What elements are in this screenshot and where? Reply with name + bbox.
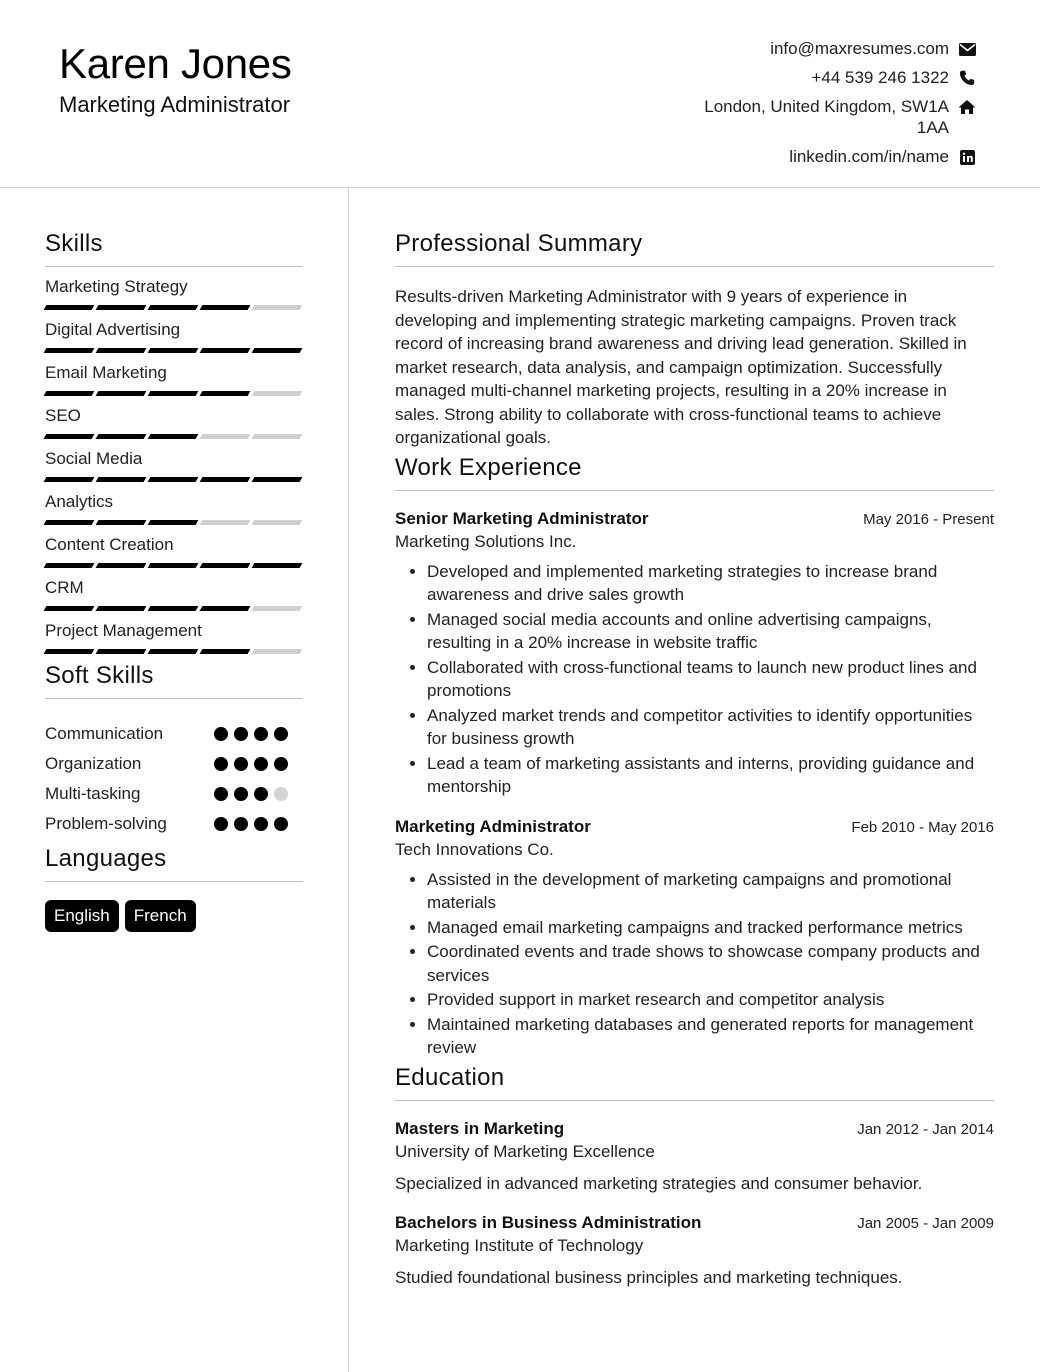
soft-skill-item (45, 719, 303, 749)
rating-dot (254, 757, 268, 771)
education-dates: Jan 2005 - Jan 2009 (857, 1214, 994, 1232)
skill-level-segment (44, 649, 95, 654)
job-entry (395, 509, 994, 799)
rating-dot (254, 817, 268, 831)
skill-level-segment (148, 606, 199, 611)
contact-email[interactable] (556, 38, 976, 59)
responsibility-item: • Collaborated with cross-functional teams to launch new product lines and promotions (427, 656, 994, 703)
responsibility-item: • Developed and implemented marketing strategies to increase brand awareness and drive sales growth (427, 560, 994, 607)
responsibility-item: • Managed social media accounts and online advertising campaigns, resulting in a 20% increase in website traffic (427, 608, 994, 655)
skill-level-segment (200, 348, 251, 353)
skill-level-bar (45, 477, 303, 482)
skill-level-segment (200, 606, 251, 611)
skill-item (45, 406, 303, 439)
skill-level-segment (252, 606, 303, 611)
skill-level-segment (148, 391, 199, 396)
skill-level-segment (44, 520, 95, 525)
skill-item (45, 449, 303, 482)
skill-level-segment (96, 391, 147, 396)
main-content (395, 230, 994, 1289)
soft-skills-heading: Soft Skills (45, 662, 303, 699)
job-dates: May 2016 - Present (863, 510, 994, 528)
skill-level-segment (252, 649, 303, 654)
education-description: Specialized in advanced marketing strategies and consumer behavior. (395, 1173, 923, 1193)
languages-list (45, 900, 303, 932)
rating-dot (234, 817, 248, 831)
skill-level-segment (252, 305, 303, 310)
responsibility-item: • Assisted in the development of marketing campaigns and promotional materials (427, 868, 994, 915)
skill-level-bar (45, 305, 303, 310)
skill-item (45, 535, 303, 568)
soft-skill-item (45, 779, 303, 809)
soft-skill-name: Organization (45, 754, 142, 773)
skill-name: Marketing Strategy (45, 277, 188, 296)
skill-level-segment (200, 520, 251, 525)
job-title: Senior Marketing Administrator (395, 508, 649, 528)
soft-skill-rating (214, 727, 288, 741)
rating-dot (214, 757, 228, 771)
skill-level-bar (45, 434, 303, 439)
skill-level-segment (44, 477, 95, 482)
job-company: Marketing Solutions Inc. (395, 531, 577, 551)
skill-level-segment (148, 434, 199, 439)
skill-level-segment (252, 391, 303, 396)
education-entry (395, 1119, 994, 1195)
education-heading: Education (395, 1064, 994, 1101)
linkedin-icon (958, 148, 976, 166)
sidebar (45, 230, 303, 932)
skill-level-bar (45, 391, 303, 396)
job-dates: Feb 2010 - May 2016 (851, 818, 994, 836)
skill-level-segment (148, 520, 199, 525)
contact-linkedin[interactable] (556, 146, 976, 167)
education-description: Studied foundational business principles and marketing techniques. (395, 1267, 903, 1287)
skills-heading: Skills (45, 230, 303, 267)
skill-name: Email Marketing (45, 363, 167, 382)
soft-skills-list (45, 719, 303, 839)
responsibility-item: • Analyzed market trends and competitor activities to identify opportunities for business growth (427, 704, 994, 751)
rating-dot (214, 727, 228, 741)
skill-level-segment (44, 391, 95, 396)
skill-item (45, 492, 303, 525)
skill-level-segment (200, 434, 251, 439)
skill-name: Content Creation (45, 535, 174, 554)
job-responsibilities (395, 868, 994, 1060)
rating-dot (274, 817, 288, 831)
rating-dot (254, 727, 268, 741)
skill-name: Digital Advertising (45, 320, 181, 339)
experience-heading: Work Experience (395, 454, 994, 491)
skill-level-segment (200, 563, 251, 568)
job-header (395, 509, 994, 529)
soft-skill-rating (214, 757, 288, 771)
skill-level-segment (96, 477, 147, 482)
education-degree: Bachelors in Business Administration (395, 1212, 702, 1232)
skill-item (45, 621, 303, 654)
skill-level-bar (45, 520, 303, 525)
skill-name: CRM (45, 578, 84, 597)
soft-skill-name: Multi-tasking (45, 784, 141, 803)
skill-level-segment (148, 305, 199, 310)
skill-name: Social Media (45, 449, 143, 468)
skill-level-segment (200, 305, 251, 310)
skill-level-segment (44, 305, 95, 310)
column-divider (348, 188, 349, 1372)
skill-item (45, 320, 303, 353)
skill-level-bar (45, 606, 303, 611)
skill-level-segment (148, 563, 199, 568)
language-badge: French (125, 900, 196, 932)
skills-list (45, 277, 303, 654)
contact-phone-text: +44 539 246 1322 (811, 68, 949, 87)
skill-level-segment (96, 563, 147, 568)
soft-skill-item (45, 749, 303, 779)
languages-heading: Languages (45, 845, 303, 882)
rating-dot (274, 727, 288, 741)
language-badge: English (45, 900, 119, 932)
skill-item (45, 578, 303, 611)
rating-dot (274, 787, 288, 801)
job-company: Tech Innovations Co. (395, 839, 554, 859)
skill-level-segment (148, 348, 199, 353)
rating-dot (254, 787, 268, 801)
rating-dot (234, 787, 248, 801)
skill-name: Project Management (45, 621, 202, 640)
skill-level-segment (44, 563, 95, 568)
responsibility-item: • Provided support in market research and competitor analysis (427, 988, 994, 1012)
candidate-title: Marketing Administrator (59, 92, 291, 117)
soft-skill-rating (214, 817, 288, 831)
job-title: Marketing Administrator (395, 816, 591, 836)
contact-info (556, 38, 976, 175)
skill-name: Analytics (45, 492, 114, 511)
soft-skill-item (45, 809, 303, 839)
contact-address-text: London, United Kingdom, SW1A 1AA (704, 97, 949, 137)
skill-level-segment (252, 563, 303, 568)
skill-level-bar (45, 563, 303, 568)
contact-linkedin-text: linkedin.com/in/name (789, 147, 949, 166)
education-degree: Masters in Marketing (395, 1118, 565, 1138)
rating-dot (214, 787, 228, 801)
education-header (395, 1119, 994, 1139)
rating-dot (234, 727, 248, 741)
rating-dot (274, 757, 288, 771)
skill-level-segment (96, 434, 147, 439)
skill-level-segment (96, 305, 147, 310)
responsibility-item: • Lead a team of marketing assistants and interns, providing guidance and mentorship (427, 752, 994, 799)
skill-level-segment (96, 606, 147, 611)
resume-header (0, 0, 1040, 188)
skill-level-segment (96, 520, 147, 525)
skill-level-segment (252, 477, 303, 482)
summary-heading: Professional Summary (395, 230, 994, 267)
soft-skill-rating (214, 787, 288, 801)
skill-level-segment (148, 649, 199, 654)
responsibility-item: • Coordinated events and trade shows to showcase company products and services (427, 940, 994, 987)
skill-level-segment (44, 348, 95, 353)
job-header (395, 817, 994, 837)
skill-item (45, 277, 303, 310)
experience-list (395, 509, 994, 1060)
education-school: Marketing Institute of Technology (395, 1235, 644, 1255)
soft-skill-name: Problem-solving (45, 814, 167, 833)
envelope-icon (958, 40, 976, 58)
skill-level-segment (44, 434, 95, 439)
education-dates: Jan 2012 - Jan 2014 (857, 1120, 994, 1138)
skill-level-bar (45, 348, 303, 353)
skill-level-segment (96, 348, 147, 353)
skill-item (45, 363, 303, 396)
responsibility-item: • Managed email marketing campaigns and tracked performance metrics (427, 916, 994, 940)
summary-text: Results-driven Marketing Administrator with 9 years of experience in developing and implementing strategic marketing campaigns. Proven track record of increasing brand awareness and driving lead generation. Skilled in market research, data analysis, and campaign optimization. Successfully managed multi-channel marketing projects, resulting in a 20% increase in sales. Strong ability to collaborate with cross-functional teams to achieve organizational goals. (395, 287, 967, 447)
responsibility-item: • Maintained marketing databases and generated reports for management review (427, 1013, 994, 1060)
candidate-name: Karen Jones (59, 40, 292, 87)
skill-level-segment (44, 606, 95, 611)
phone-icon (958, 69, 976, 87)
education-entry (395, 1213, 994, 1289)
skill-level-segment (200, 391, 251, 396)
skill-level-segment (252, 520, 303, 525)
education-list (395, 1119, 994, 1289)
contact-address (556, 96, 976, 138)
skill-level-segment (96, 649, 147, 654)
skill-name: SEO (45, 406, 81, 425)
job-responsibilities (395, 560, 994, 799)
rating-dot (234, 757, 248, 771)
contact-email-text: info@maxresumes.com (770, 39, 949, 58)
education-header (395, 1213, 994, 1233)
skill-level-segment (252, 434, 303, 439)
rating-dot (214, 817, 228, 831)
contact-phone[interactable] (556, 67, 976, 88)
skill-level-segment (200, 649, 251, 654)
soft-skill-name: Communication (45, 724, 164, 743)
skill-level-bar (45, 649, 303, 654)
job-entry (395, 817, 994, 1060)
skill-level-segment (252, 348, 303, 353)
skill-level-segment (148, 477, 199, 482)
education-school: University of Marketing Excellence (395, 1141, 655, 1161)
home-icon (958, 98, 976, 116)
skill-level-segment (200, 477, 251, 482)
